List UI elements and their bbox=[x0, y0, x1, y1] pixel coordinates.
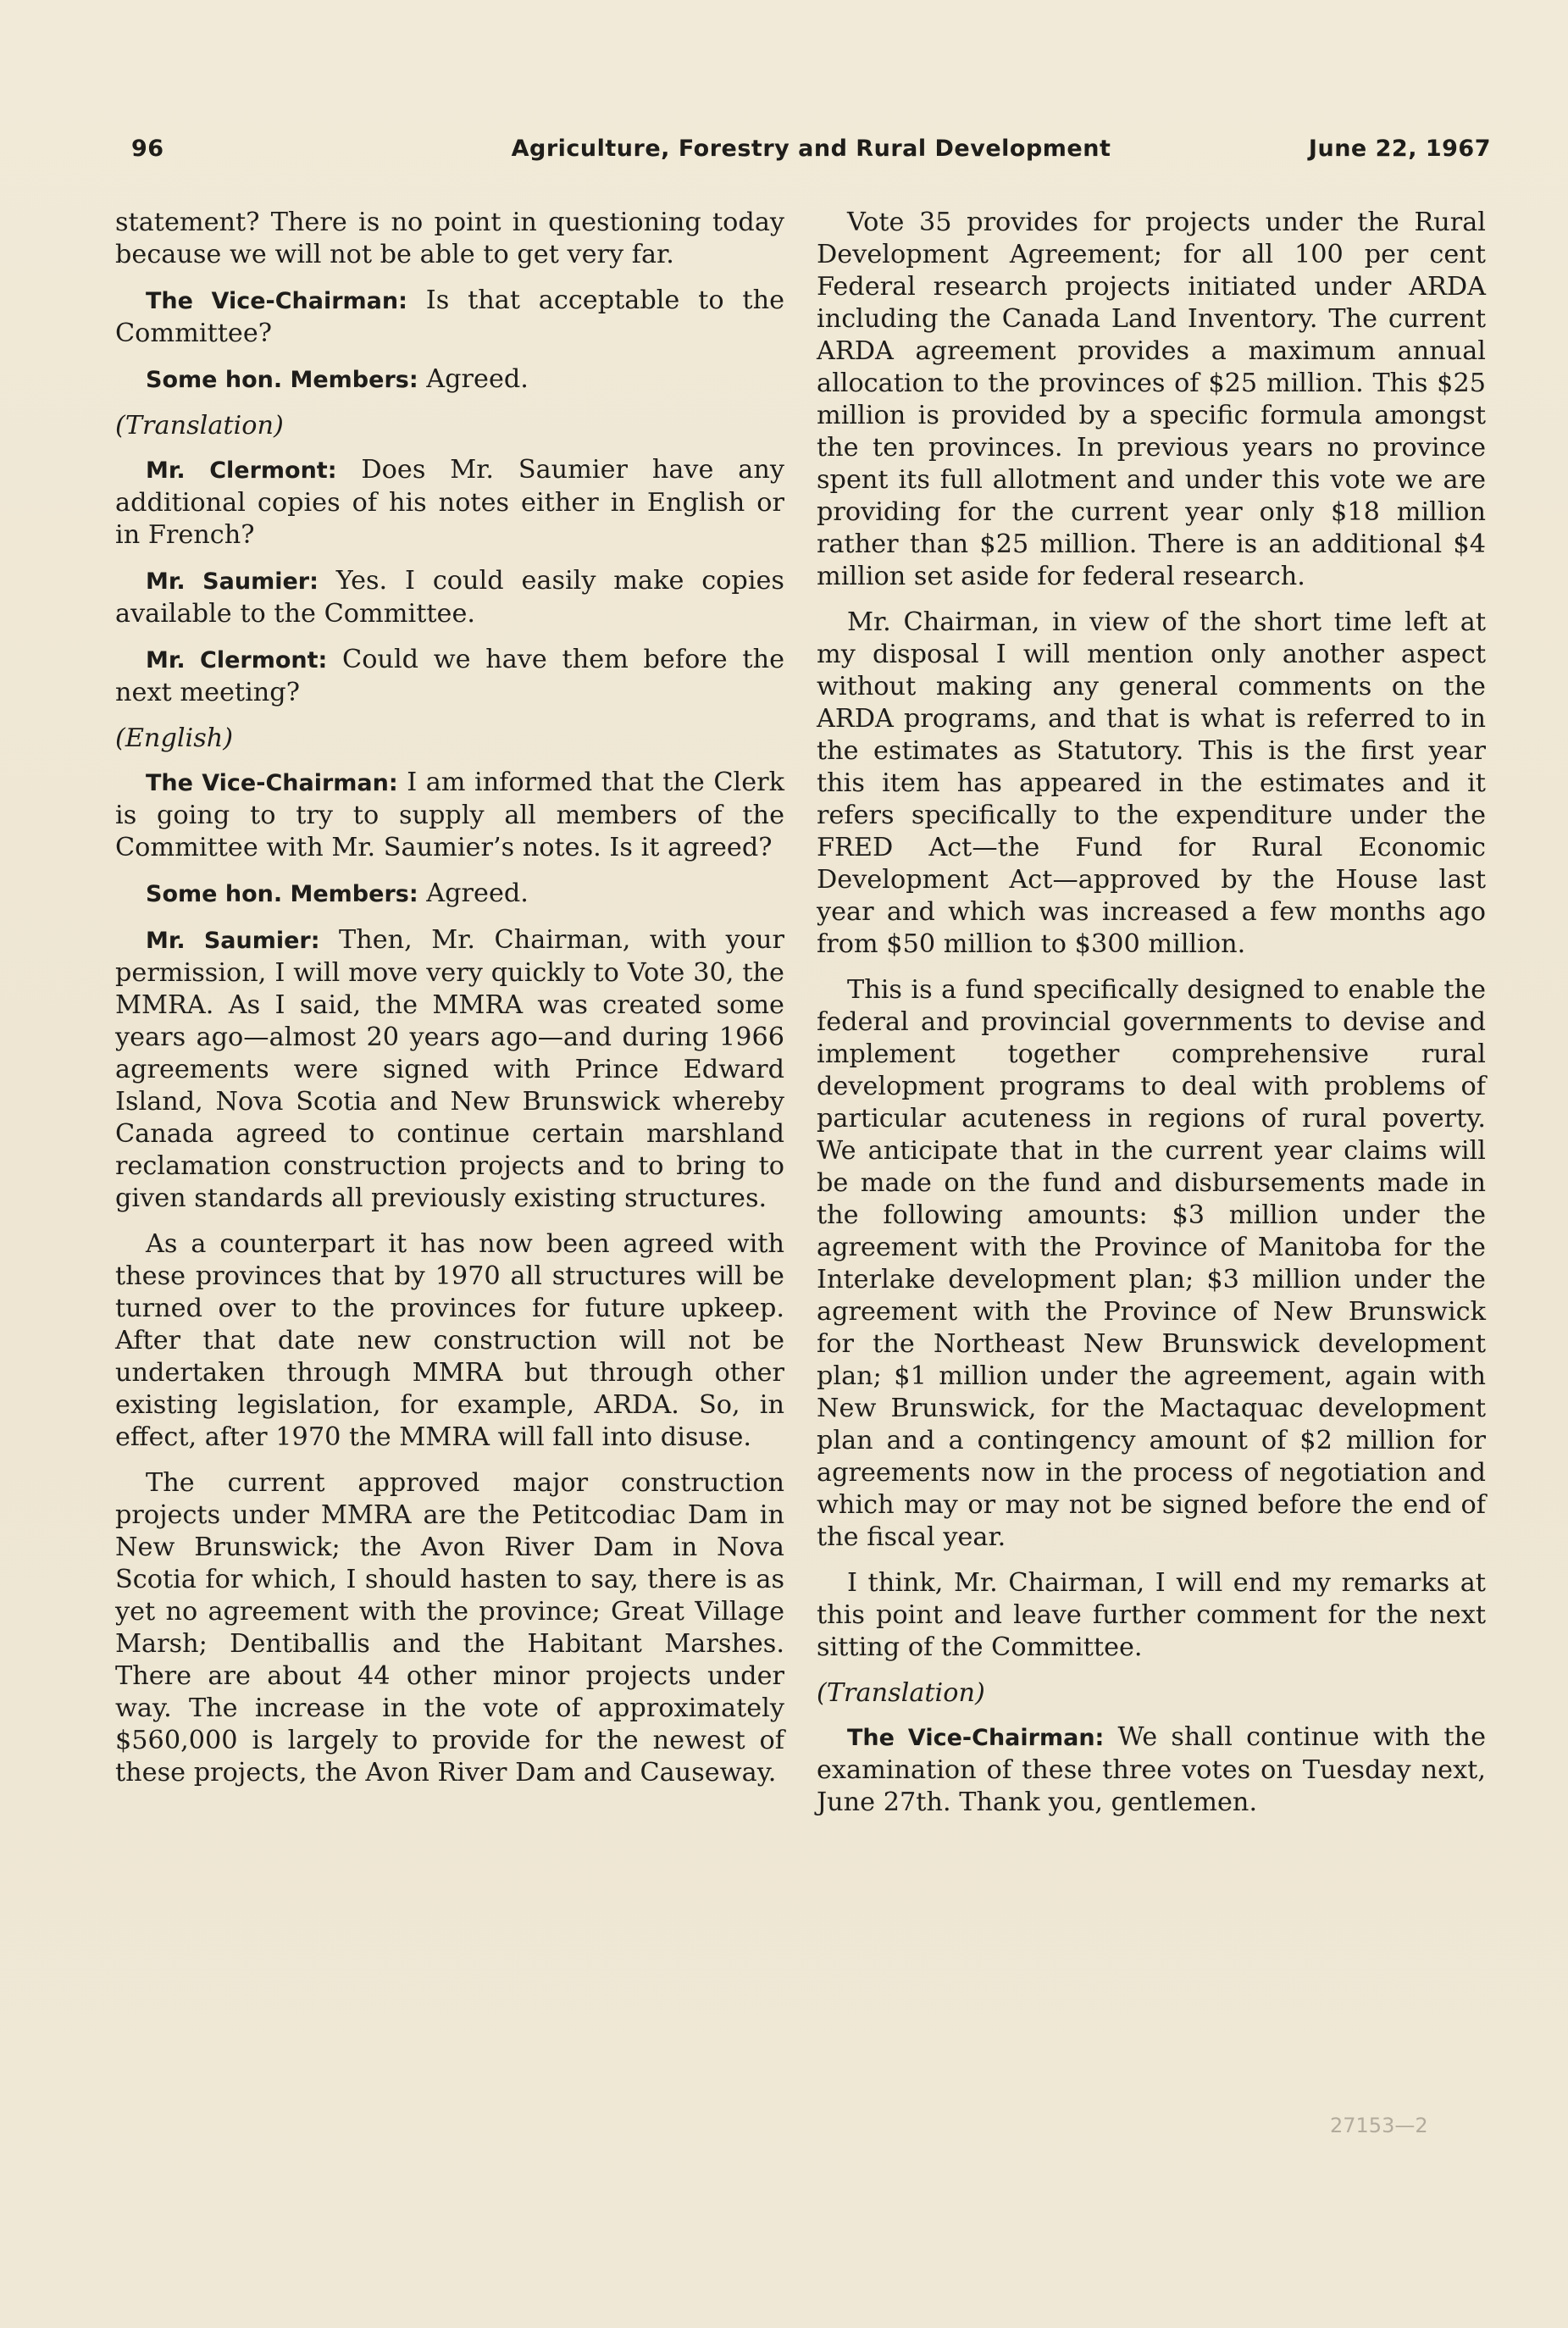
speech-text: Does Mr. Saumier have any additional copies of his notes either in English or in French? bbox=[115, 455, 784, 550]
speaker-name: The Vice-Chairman: bbox=[847, 1725, 1105, 1751]
speaker-name: Mr. Clermont: bbox=[146, 457, 337, 484]
speech-paragraph bbox=[115, 924, 784, 1215]
speaker-name: The Vice-Chairman: bbox=[146, 288, 407, 314]
page-number: 96 bbox=[131, 136, 164, 162]
speech-text: Agreed. bbox=[418, 879, 529, 908]
speaker-name: Some hon. Members: bbox=[146, 881, 418, 907]
speech-paragraph bbox=[115, 454, 784, 552]
paragraph bbox=[115, 1467, 784, 1789]
language-note: (English) bbox=[115, 723, 234, 753]
speech-text: Then, Mr. Chairman, with your permission, I will move very quickly to Vote 30, the MMRA. As I said, the MMRA was created some years ago—almost 20 years ago—and during 1966 agreements were signed with Prince Edward Island, Nova Scotia and New Brunswick whereby Canada agreed to continue certain marshland reclamation construction projects and to bring to given standards all previously existing structures. bbox=[115, 925, 784, 1213]
running-header bbox=[131, 136, 1491, 173]
paragraph-text: statement? There is no point in questioning today because we will not be able to get very far. bbox=[115, 208, 784, 269]
paragraph bbox=[817, 207, 1486, 593]
speech-text: I am informed that the Clerk is going to try to supply all members of the Committee with Mr. Saumier’s notes. Is it agreed? bbox=[115, 768, 784, 862]
speech-paragraph bbox=[115, 878, 784, 911]
paragraph-text: I think, Mr. Chairman, I will end my remarks at this point and leave further comment for the next sitting of the Committee. bbox=[817, 1568, 1486, 1662]
speaker-name: Mr. Saumier: bbox=[146, 568, 319, 595]
signature-mark: 27153—2 bbox=[1330, 2114, 1428, 2137]
speech-text: Agreed. bbox=[418, 364, 529, 394]
publication-title: Agriculture, Forestry and Rural Development bbox=[511, 136, 1111, 162]
header-date: June 22, 1967 bbox=[1308, 136, 1491, 162]
speech-paragraph bbox=[115, 565, 784, 630]
paragraph bbox=[115, 207, 784, 271]
paragraph-text: Vote 35 provides for projects under the Rural Development Agreement; for all 100 per cent Federal research projects initiated under ARDA including the Canada Land Inventory. The current ARDA agreement provides a maximum annual allocation to the provinces of $25 million. This $25 million is provided by a specific formula amongst the ten provinces. In previous years no province spent its full allotment and under this vote we are providing for the current year only $18 million rather than $25 million. There is an additional $4 million set aside for federal research. bbox=[817, 208, 1486, 591]
speech-paragraph bbox=[115, 767, 784, 864]
language-note: (Translation) bbox=[115, 411, 284, 441]
paragraph bbox=[817, 1567, 1486, 1664]
speech-paragraph bbox=[817, 1721, 1486, 1819]
paragraph-text: As a counterpart it has now been agreed with these provinces that by 1970 all structures will be turned over to the provinces for future upkeep. After that date new construction will not be undertaken through MMRA but through other existing legislation, for example, ARDA. So, in effect, after 1970 the MMRA will fall into disuse. bbox=[115, 1229, 784, 1452]
speaker-name: Mr. Clermont: bbox=[146, 647, 328, 673]
speech-paragraph bbox=[115, 363, 784, 396]
speech-text: We shall continue with the examination of these three votes on Tuesday next, June 27th. Thank you, gentlemen. bbox=[817, 1722, 1486, 1817]
paragraph-text: This is a fund specifically designed to enable the federal and provincial governments to devise and implement together comprehensive rural development programs to deal with problems of particular acuteness in regions of rural poverty. We anticipate that in the current year claims will be made on the fund and disbursements made in the following amounts: $3 million under the agreement with the Province of Manitoba for the Interlake development plan; $3 million under the agreement with the Province of New Brunswick for the Northeast New Brunswick development plan; $1 million under the agreement, again with New Brunswick, for the Mactaquac development plan and a contingency amount of $2 million for agreements now in the process of negotiation and which may or may not be signed before the end of the fiscal year. bbox=[817, 975, 1486, 1552]
speaker-name: Some hon. Members: bbox=[146, 367, 418, 393]
speech-text: Is that acceptable to the Committee? bbox=[115, 285, 785, 348]
right-column bbox=[817, 207, 1486, 1832]
speaker-name: The Vice-Chairman: bbox=[146, 770, 398, 796]
speech-paragraph bbox=[115, 285, 784, 350]
paragraph-text: The current approved major construction projects under MMRA are the Petitcodiac Dam in New Brunswick; the Avon River Dam in Nova Scotia for which, I should hasten to say, there is as yet no agreement with the province; Great Village Marsh; Dentiballis and the Habitant Marshes. There are about 44 other minor projects under way. The increase in the vote of approximately $560,000 is largely to provide for the newest of these projects, the Avon River Dam and Causeway. bbox=[115, 1468, 784, 1788]
paragraph bbox=[817, 607, 1486, 961]
speech-paragraph bbox=[115, 644, 784, 709]
speaker-name: Mr. Saumier: bbox=[146, 928, 320, 954]
left-column bbox=[115, 207, 784, 1803]
speech-text: Yes. I could easily make copies available to the Committee. bbox=[115, 566, 784, 629]
language-note: (Translation) bbox=[817, 1678, 985, 1708]
paragraph bbox=[817, 974, 1486, 1554]
speech-text: Could we have them before the next meeting? bbox=[115, 645, 785, 707]
paragraph bbox=[115, 1228, 784, 1454]
paragraph-text: Mr. Chairman, in view of the short time left at my disposal I will mention only another aspect without making any general comments on the ARDA programs, and that is what is referred to in the estimates as Statutory. This is the first year this item has appeared in the estimates and it refers specifically to the expenditure under the FRED Act—the Fund for Rural Economic Development Act—approved by the House last year and which was increased a few months ago from $50 million to $300 million. bbox=[817, 607, 1486, 959]
